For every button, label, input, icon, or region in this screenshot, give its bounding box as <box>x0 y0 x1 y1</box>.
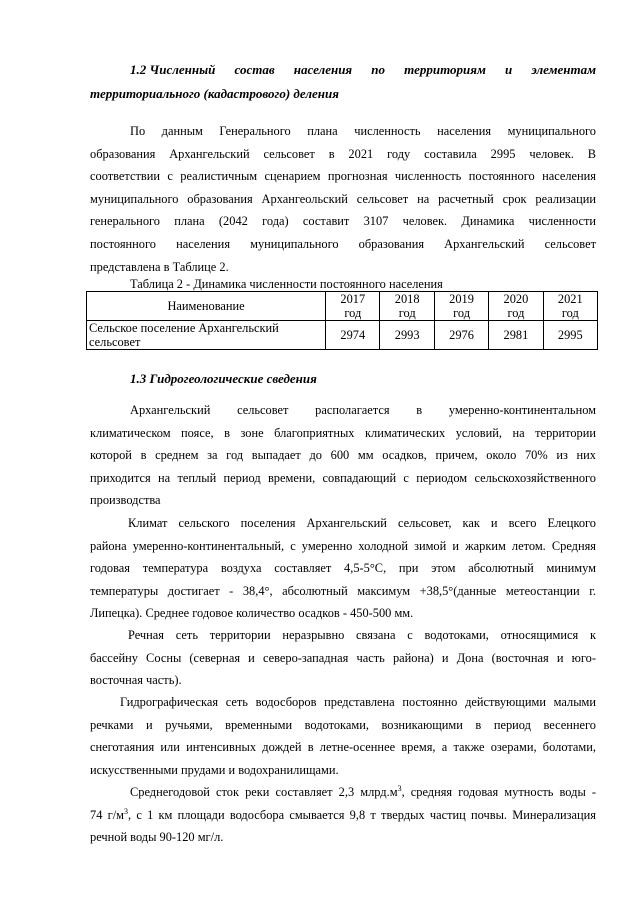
text-line: годовая температура воздуха составляет 4,5-5°С, при этом абсолютный минимум <box>90 561 596 576</box>
text-line: муниципального образования Архангеольский сельсовет на расчетный срок реализации <box>90 191 596 206</box>
text-line <box>90 804 596 827</box>
text-fragment: 74 г/м <box>90 807 124 822</box>
paragraph-hydrographic-network <box>90 691 596 781</box>
header-year-cell <box>434 292 488 321</box>
paragraph-climate-zone <box>90 399 596 512</box>
superscript: 3 <box>124 806 128 816</box>
value-cell: 2976 <box>434 321 488 350</box>
superscript: 3 <box>397 783 402 793</box>
paragraph-population <box>90 120 596 278</box>
heading-word: населения <box>293 62 353 77</box>
text-line: которой в среднем за год выпадает до 600 мм осадков, причем, около 70% из них <box>90 448 596 463</box>
table-row <box>87 321 598 350</box>
value-cell: 2981 <box>489 321 543 350</box>
text-line: Гидрографическая сеть водосборов представлена постоянно действующими малыми <box>120 695 596 709</box>
year-label: 2017 <box>340 292 366 306</box>
text-line: представлена в Таблице 2. <box>90 259 229 274</box>
text-line: бассейну Сосны (северная и северо-западная часть района) и Дона (восточная и юго- <box>90 650 596 665</box>
year-unit: год <box>398 306 416 320</box>
row-name-line: сельсовет <box>89 335 141 349</box>
paragraph-river-runoff <box>90 781 596 849</box>
year-label: 2021 <box>557 292 583 306</box>
section-1-2-heading <box>130 62 596 78</box>
row-name-cell <box>87 321 326 350</box>
text-fragment: , с 1 км площади водосбора смывается 9,8 т твердых частиц почвы. Минерализация <box>128 807 596 822</box>
header-name-cell: Наименование <box>87 292 326 321</box>
text-line: постоянного населения муниципального образования Архангельский сельсовет <box>90 236 596 251</box>
text-line: производства <box>90 493 161 508</box>
year-label: 2018 <box>394 292 420 306</box>
text-line: температуры достигает - 38,4°, абсолютный максимум +38,5°(данные метеостанции г. <box>90 583 596 598</box>
year-unit: год <box>344 306 362 320</box>
table-caption: Таблица 2 - Динамика численности постоянного населения <box>130 277 443 291</box>
text-line: приходится на теплый период времени, совпадающий с периодом сельскохозяйственного <box>90 470 596 485</box>
row-name-line: Сельское поселение Архангельский <box>89 321 279 335</box>
heading-word: и <box>505 62 513 77</box>
text-line: генерального плана (2042 года) составит 3107 человек. Динамика численности <box>90 214 596 229</box>
value-cell: 2993 <box>380 321 434 350</box>
year-unit: год <box>561 306 579 320</box>
table-header-row <box>87 292 598 321</box>
text-line: соответствии с реалистичным сценарием прогнозная численность постоянного населения <box>90 169 596 184</box>
text-line: восточная часть). <box>90 673 182 688</box>
heading-word: по <box>371 62 386 77</box>
heading-word: 1.2 Численный <box>130 62 216 77</box>
heading-word: элементам <box>531 62 596 77</box>
section-1-3-heading: 1.3 Гидрогеологические сведения <box>130 371 317 386</box>
text-line: Архангельский сельсовет располагается в умеренно-континентальном <box>130 403 596 417</box>
year-label: 2019 <box>449 292 474 306</box>
text-line: района умеренно-континентальный, с умеренно холодной зимой и жарким летом. Средняя <box>90 538 596 553</box>
population-table <box>86 291 598 350</box>
paragraph-river-network <box>90 624 596 692</box>
text-fragment: , средняя годовая мутность воды - <box>401 785 596 799</box>
text-line: Речная сеть территории неразрывно связана с водотоками, относящимися к <box>128 628 596 642</box>
value-cell: 2974 <box>326 321 380 350</box>
text-line: снеготаяния или интенсивных дождей в летне-осеннее время, а также озерами, болотами, <box>90 740 596 755</box>
header-year-cell <box>489 292 543 321</box>
value-cell: 2995 <box>543 321 597 350</box>
header-year-cell <box>543 292 597 321</box>
year-unit: год <box>507 306 525 320</box>
text-line: речной воды 90-120 мг/л. <box>90 830 224 845</box>
heading-word: состав <box>234 62 275 77</box>
text-line: По данным Генерального плана численность населения муниципального <box>130 124 596 138</box>
text-line <box>130 781 596 804</box>
text-line: климатическом поясе, в зоне благоприятных климатических условий, на территории <box>90 425 596 440</box>
text-line: речками и ручьями, временными водотоками, возникающими в период весеннего <box>90 717 596 732</box>
text-line: Климат сельского поселения Архангельский сельсовет, как и всего Елецкого <box>128 516 596 530</box>
year-unit: год <box>453 306 470 320</box>
section-1-2-heading-cont: территориального (кадастрового) деления <box>90 86 339 101</box>
year-label: 2020 <box>503 292 529 306</box>
text-line: искусственными прудами и водохранилищами. <box>90 762 339 777</box>
header-year-cell <box>380 292 434 321</box>
header-year-cell <box>326 292 380 321</box>
paragraph-climate <box>90 512 596 625</box>
text-fragment: Среднегодовой сток реки составляет 2,3 млрд.м <box>130 785 398 799</box>
heading-word: территориям <box>404 62 486 77</box>
text-line: Липецка). Среднее годовое количество осадков - 450-500 мм. <box>90 606 414 621</box>
text-line: образования Архангельский сельсовет в 2021 году составила 2995 человек. В <box>90 146 596 161</box>
